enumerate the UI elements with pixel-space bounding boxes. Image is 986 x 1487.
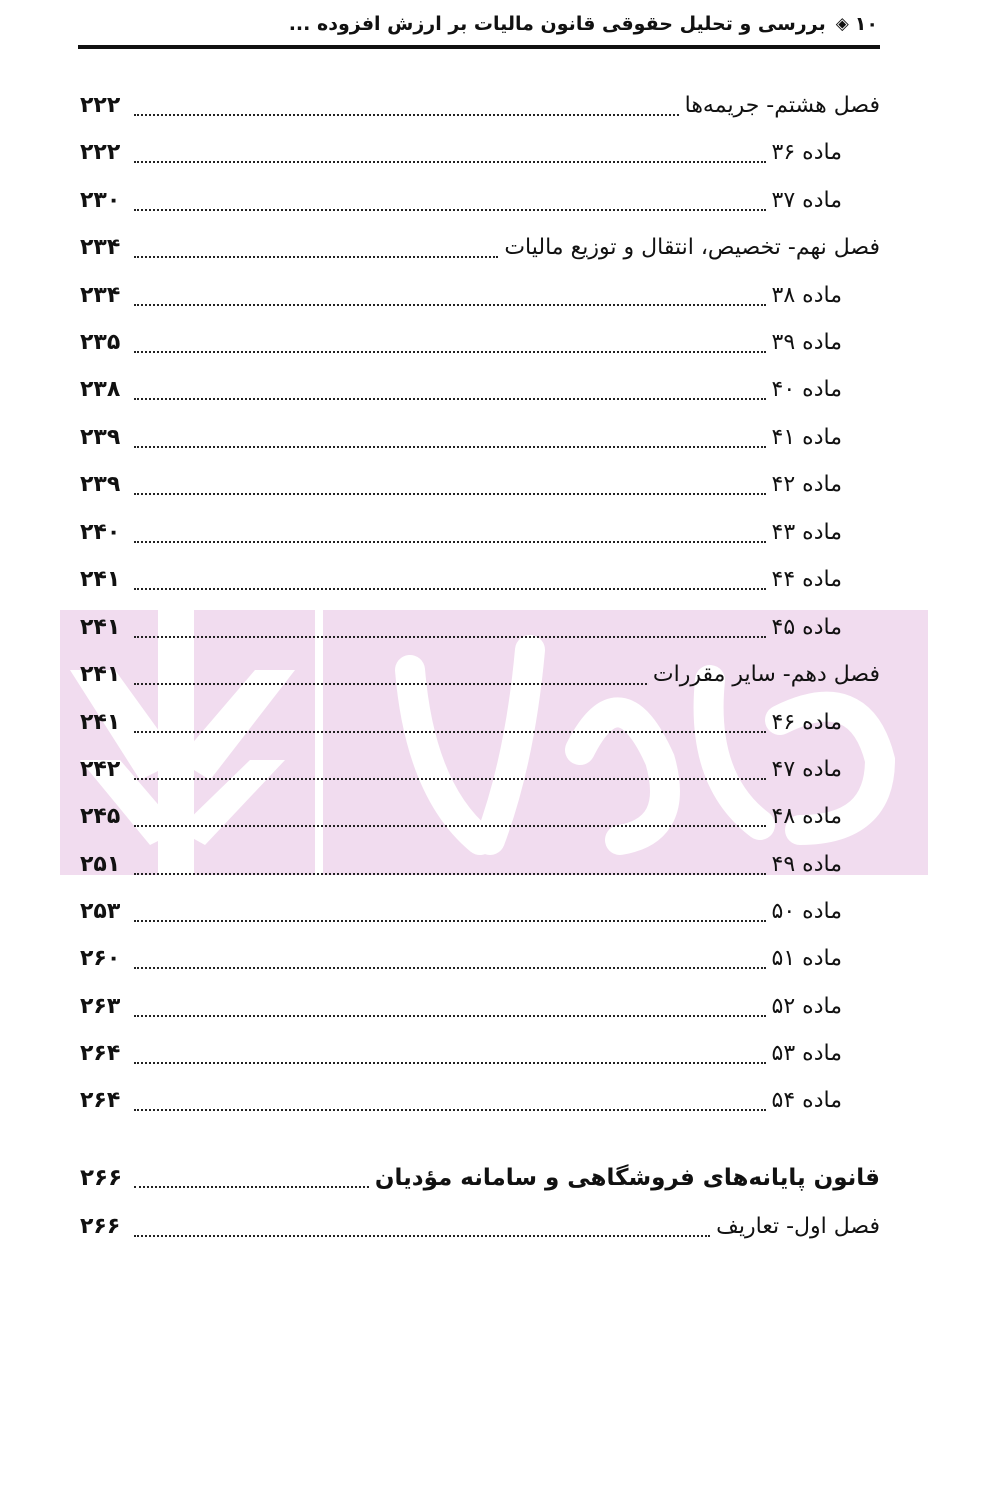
toc-row [0, 750, 986, 790]
toc-row [0, 845, 986, 885]
toc-entry-title: ماده ۵۴ [771, 1088, 842, 1113]
toc-entry-title: ماده ۴۹ [771, 852, 842, 877]
diamond-icon: ◈ [835, 14, 849, 34]
toc-leader-dots [134, 360, 766, 400]
toc-leader-dots [134, 740, 766, 780]
toc-row [0, 86, 986, 126]
toc-page-number: ۲۲۲ [80, 93, 121, 118]
toc-entry-title: ماده ۴۲ [771, 472, 842, 497]
toc-leader-dots [134, 123, 766, 163]
toc-leader-dots [134, 977, 766, 1017]
toc-row [0, 560, 986, 600]
toc-leader-dots [134, 1024, 766, 1064]
toc-leader-dots [134, 787, 766, 827]
toc-entry-title: ماده ۳۷ [771, 188, 842, 213]
toc-page-number: ۲۳۹ [80, 472, 121, 497]
toc-leader-dots [134, 693, 766, 733]
toc-row [0, 987, 986, 1027]
toc-entry-title: ماده ۴۶ [771, 710, 842, 735]
toc-entry-title: ماده ۵۱ [771, 946, 842, 971]
toc-row [0, 1207, 986, 1247]
toc-leader-dots [134, 1197, 710, 1237]
toc-entry-title: فصل دهم- سایر مقررات [652, 662, 880, 687]
toc-page-number: ۲۴۵ [80, 804, 121, 829]
toc-row [0, 1081, 986, 1121]
running-title: بررسی و تحلیل حقوقی قانون مالیات بر ارزش افزوده ... [288, 13, 826, 35]
toc-row [0, 939, 986, 979]
toc-entry-title: فصل اول- تعاریف [716, 1214, 880, 1239]
toc-page-number: ۲۴۲ [80, 757, 121, 782]
toc-leader-dots [134, 645, 647, 685]
toc-entry-title: ماده ۴۰ [771, 377, 842, 402]
toc-leader-dots [134, 1071, 766, 1111]
toc-leader-dots [134, 218, 498, 258]
toc-page-number: ۲۶۳ [80, 994, 121, 1019]
toc-entry-title: ماده ۴۸ [771, 804, 842, 829]
toc-page-number: ۲۳۵ [80, 330, 121, 355]
toc-leader-dots [134, 598, 766, 638]
toc-page-number: ۲۳۴ [80, 235, 121, 260]
toc-leader-dots [134, 266, 766, 306]
toc-leader-dots [134, 882, 766, 922]
toc-entry-title: ماده ۵۳ [771, 1041, 842, 1066]
toc-page-number: ۲۴۱ [80, 567, 121, 592]
toc-row [0, 181, 986, 221]
toc-row [0, 513, 986, 553]
toc-row [0, 418, 986, 458]
toc-page-number: ۲۵۳ [80, 899, 121, 924]
toc-entry-title: ماده ۵۰ [771, 899, 842, 924]
toc-leader-dots [134, 1148, 369, 1188]
toc-page-number: ۲۴۱ [80, 710, 121, 735]
toc-leader-dots [134, 408, 766, 448]
toc-entry-title: قانون پایانه‌های فروشگاهی و سامانه مؤدیان [374, 1165, 880, 1191]
toc-entry-title: فصل هشتم- جریمه‌ها [684, 93, 880, 118]
toc-page-number: ۲۴۰ [80, 520, 121, 545]
toc-leader-dots [134, 550, 766, 590]
toc-entry-title: ماده ۳۹ [771, 330, 842, 355]
toc-row [0, 370, 986, 410]
toc-row [0, 703, 986, 743]
toc-entry-title: ماده ۴۱ [771, 425, 842, 450]
toc-row [0, 1158, 986, 1198]
toc-leader-dots [134, 455, 766, 495]
toc-row [0, 655, 986, 695]
toc-row [0, 797, 986, 837]
toc-entry-title: ماده ۴۴ [771, 567, 842, 592]
toc-leader-dots [134, 76, 679, 116]
toc-row [0, 465, 986, 505]
toc-entry-title: ماده ۳۶ [771, 140, 842, 165]
toc-leader-dots [134, 929, 766, 969]
toc-row [0, 228, 986, 268]
toc-page-number: ۲۶۰ [80, 946, 121, 971]
toc-page-number: ۲۲۲ [80, 140, 121, 165]
toc-entry-title: ماده ۴۷ [771, 757, 842, 782]
toc-entry-title: ماده ۴۵ [771, 615, 842, 640]
toc-leader-dots [134, 313, 766, 353]
toc-page-number: ۲۵۱ [80, 852, 121, 877]
toc-entry-title: ماده ۵۲ [771, 994, 842, 1019]
toc-page-number: ۲۳۸ [80, 377, 121, 402]
toc-page-number: ۲۶۴ [80, 1088, 121, 1113]
toc-page-number: ۲۳۰ [80, 188, 121, 213]
toc-page-number: ۲۴۱ [80, 615, 121, 640]
toc-entry-title: فصل نهم- تخصیص، انتقال و توزیع مالیات [504, 235, 880, 260]
page-number: ۱۰ [854, 13, 878, 35]
toc-row [0, 892, 986, 932]
toc-row [0, 608, 986, 648]
toc-row [0, 276, 986, 316]
toc-entry-title: ماده ۳۸ [771, 283, 842, 308]
toc-page-number: ۲۳۹ [80, 425, 121, 450]
toc-row [0, 1034, 986, 1074]
toc-page-number: ۲۴۱ [80, 662, 121, 687]
toc-leader-dots [134, 171, 766, 211]
toc-row [0, 133, 986, 173]
toc-page-number: ۲۶۶ [80, 1165, 123, 1191]
toc-entry-title: ماده ۴۳ [771, 520, 842, 545]
toc-page-number: ۲۶۴ [80, 1041, 121, 1066]
toc-page-number: ۲۳۴ [80, 283, 121, 308]
toc-page-number: ۲۶۶ [80, 1214, 121, 1239]
toc-leader-dots [134, 503, 766, 543]
toc-row [0, 323, 986, 363]
toc-leader-dots [134, 835, 766, 875]
